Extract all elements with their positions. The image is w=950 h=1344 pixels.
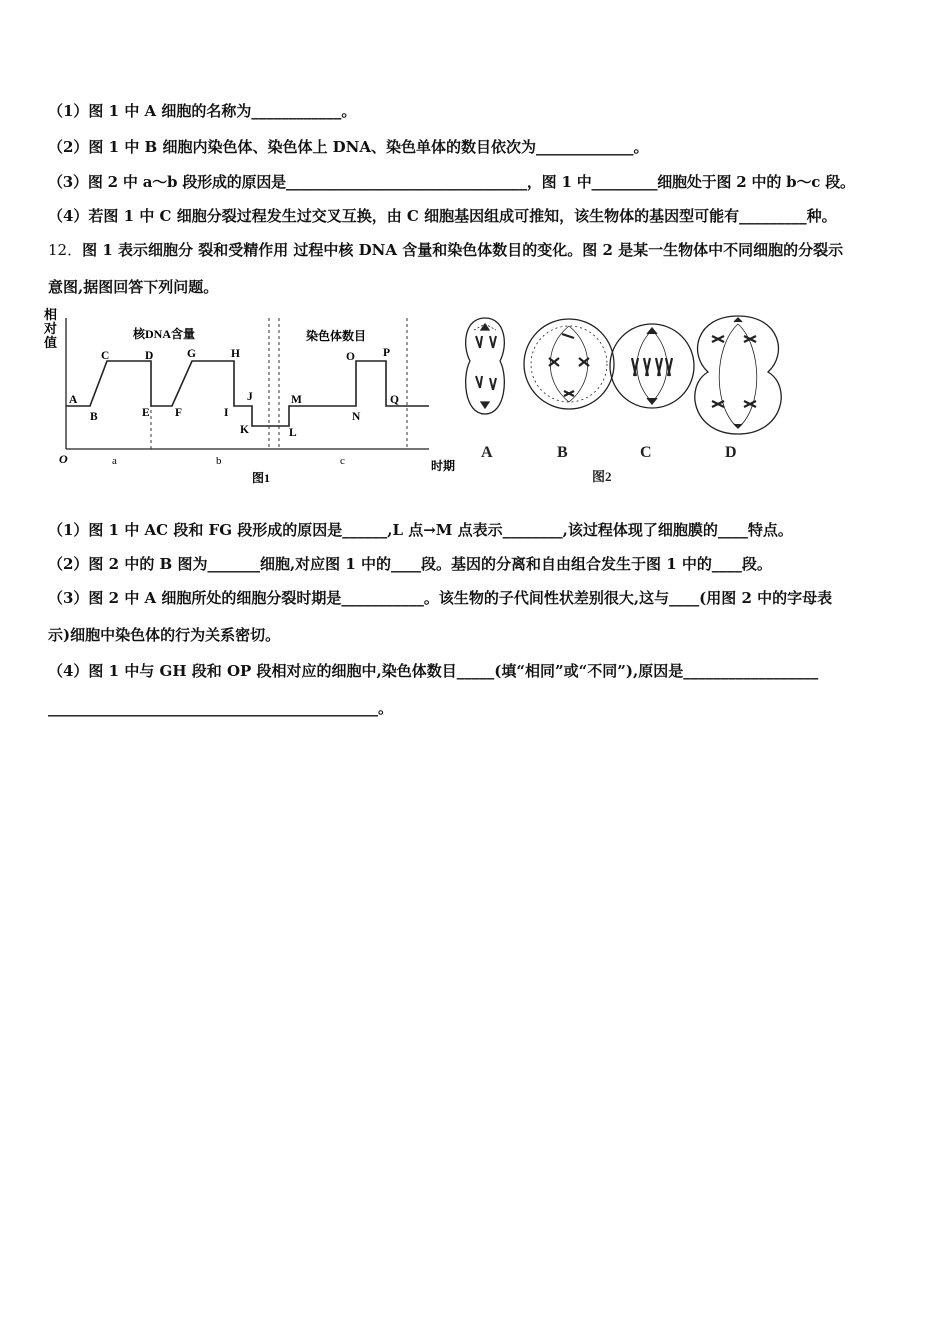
point-E: E [142,407,150,419]
chromosome-number-label: 染色体数目 [306,329,367,343]
sub-question-4-line2: ____________________________________________。 [48,699,394,717]
question-12-stem [48,239,843,260]
figure-2-caption: 图2 [592,469,612,484]
prev-question-3: （3）图 2 中 a～b 段形成的原因是_________________________________，图 1 中_________细胞处于图 2 中的 b～c 段。 [48,173,855,191]
question-stem-line2: 意图,据图回答下列问题。 [48,278,219,296]
stage-label-b: b [216,455,222,467]
prev-question-1: （1）图 1 中 A 细胞的名称为____________。 [48,102,357,120]
point-O: O [346,351,355,363]
question-number: 12． [48,241,83,259]
figure-1 [44,307,455,485]
point-L: L [289,427,297,439]
point-N: N [352,411,361,423]
prev-question-2: （2）图 1 中 B 细胞内染色体、染色体上 DNA、染色单体的数目依次为_____________。 [48,138,649,156]
point-M: M [291,394,302,406]
point-D: D [145,350,154,362]
figure-2 [466,316,782,434]
sub-question-3-line2: 示)细胞中染色体的行为关系密切。 [48,626,281,644]
cell-label-A: A [481,444,493,461]
cell-label-C: C [640,444,652,461]
y-axis-label-2: 对 [44,321,58,336]
point-H: H [231,348,240,360]
point-Q: Q [390,394,399,406]
point-A: A [69,394,78,406]
point-C: C [101,350,110,362]
point-G: G [187,348,196,360]
point-B: B [90,411,98,423]
cell-C [610,324,694,408]
cell-D [695,316,781,434]
sub-question-2: （2）图 2 中的 B 图为_______细胞,对应图 1 中的____段。基因的分离和自由组合发生于图 1 中的____段。 [48,555,772,573]
y-axis-label-3: 值 [44,335,58,350]
point-J: J [247,391,253,403]
sub-question-4-line1: （4）图 1 中与 GH 段和 OP 段相对应的细胞中,染色体数目_____(填“相同”或“不同”),原因是__________________ [48,662,819,680]
figures [44,306,784,496]
cell-label-B: B [557,444,568,461]
cell-labels [481,444,737,461]
point-F: F [175,407,183,419]
cell-label-D: D [725,444,737,461]
origin-label: O [59,452,68,466]
cell-A [466,318,505,414]
question-stem-line1: 图 1 表示细胞分 裂和受精作用 过程中核 DNA 含量和染色体数目的变化。图 2 是某一生物体中不同细胞的分裂示 [82,241,844,259]
prev-question-4: （4）若图 1 中 C 细胞分裂过程发生过交叉互换，由 C 细胞基因组成可推知，该生物体的基因型可能有_________种。 [48,207,837,225]
dna-content-label: 核DNA含量 [133,327,195,341]
figure-1-caption: 图1 [252,471,271,485]
cell-B [524,319,614,409]
sub-question-1: （1）图 1 中 AC 段和 FG 段形成的原因是______,L 点→M 点表示________,该过程体现了细胞膜的____特点。 [48,521,793,539]
y-axis-label-1: 相 [44,307,58,322]
stage-label-c: c [340,455,345,467]
stage-label-a: a [112,455,117,467]
sub-question-3-line1: （3）图 2 中 A 细胞所处的细胞分裂时期是___________。该生物的子代间性状差别很大,这与____(用图 2 中的字母表 [48,589,833,607]
x-axis-label: 时期 [431,459,456,473]
point-K: K [240,424,249,436]
point-P: P [383,347,391,359]
point-I: I [224,407,229,419]
